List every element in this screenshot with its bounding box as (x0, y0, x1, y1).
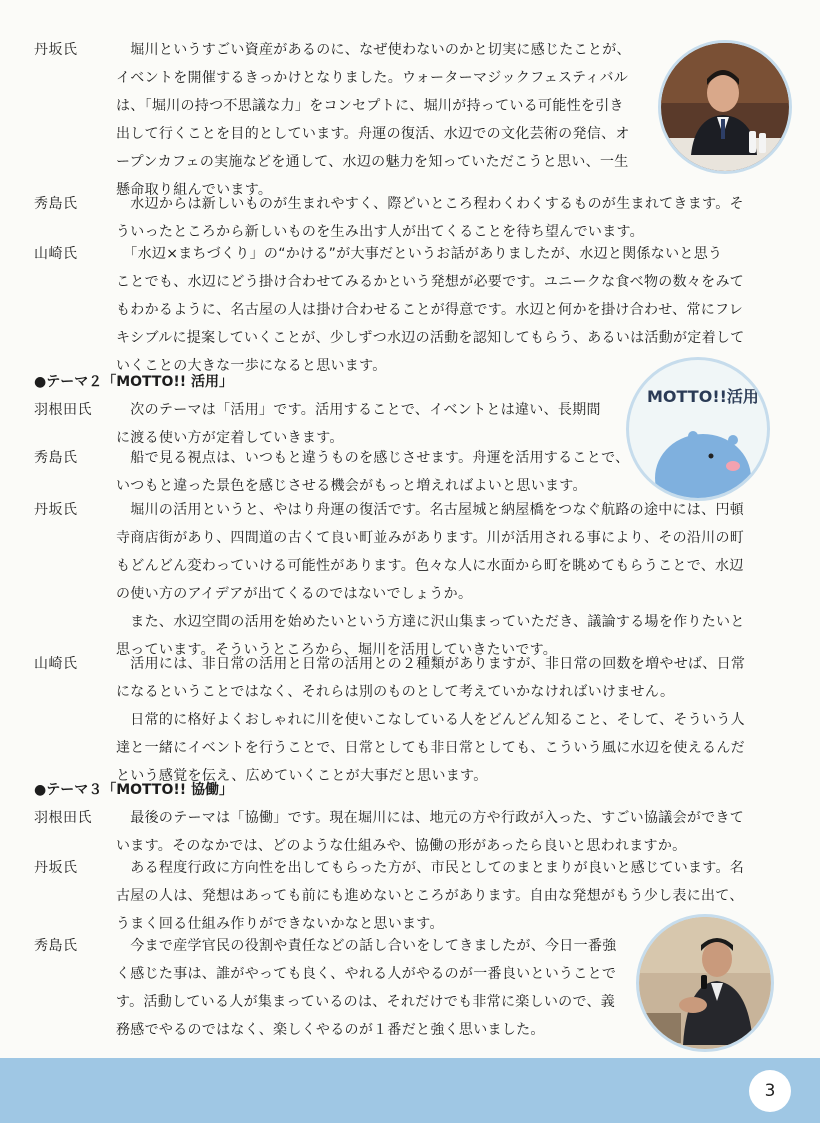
text-line: 堀川というすごい資産があるのに、なぜ使わないのかと切実に感じたことが、 (116, 42, 631, 58)
text-line: 最後のテーマは「協働」です。現在堀川には、地元の方や行政が入った、すごい協議会ができて (116, 810, 745, 826)
speaker-name: 羽根田氏 (34, 402, 92, 418)
text-line: 出して行くことを目的としています。舟運の復活、水辺での文化芸術の発信、オ (116, 126, 630, 142)
footer-band (0, 1058, 820, 1123)
text-line: 務感でやるのではなく、楽しくやるのが１番だと強く思いました。 (116, 1022, 545, 1038)
text-line: く感じた事は、誰がやっても良く、やれる人がやるのが一番良いということで (116, 966, 617, 982)
text-line: 活用には、非日常の活用と日常の活用との２種類がありますが、非日常の回数を増やせば、日常 (116, 656, 746, 672)
paragraph (116, 496, 745, 664)
speaker-name: 秀島氏 (34, 450, 78, 466)
text-line: ういったところから新しいものを生み出す人が出てくることを待ち望んでいます。 (116, 224, 644, 240)
paragraph (116, 36, 631, 204)
text-line: もわかるように、名古屋の人は掛け合わせることが得意です。水辺と何かを掛け合わせ、常にフレ (116, 302, 744, 318)
slide-photo-motto-katsuyo (626, 357, 770, 501)
text-line: の使い方のアイデアが出てくるのではないでしょうか。 (116, 586, 473, 602)
text-line: 日常的に格好よくおしゃれに川を使いこなしている人をどんどん知ること、そして、そういう人 (116, 712, 745, 728)
mascot-illustration (629, 360, 767, 498)
text-line: います。そのなかでは、どのような仕組みや、協働の形があったら良いと思われますか。 (116, 838, 687, 854)
text-line: になるということではなく、それらは別のものとして考えていかなければいけません。 (116, 684, 675, 700)
text-line: 次のテーマは「活用」です。活用することで、イベントとは違い、長期間 (116, 402, 601, 418)
page-number: 3 (749, 1070, 791, 1112)
text-line: 古屋の人は、発想はあっても前にも進めないところがあります。自由な発想がもう少し表に出て、 (116, 888, 744, 904)
text-line: 「水辺×まちづくり」の“かける”が大事だというお話がありましたが、水辺と関係ないと思う (116, 246, 723, 262)
speaker-name: 丹坂氏 (34, 860, 78, 876)
text-line: いつもと違った景色を感じさせる機会がもっと増えればよいと思います。 (116, 478, 587, 494)
text-line: ープンカフェの実施などを通して、水辺の魅力を知っていただこうと思い、一生 (116, 154, 629, 170)
speaker-photo-tansaka (658, 40, 792, 174)
text-line: は、「堀川の持つ不思議な力」をコンセプトに、堀川が持っている可能性を引き (116, 98, 624, 114)
speaker-photo-illustration (661, 43, 789, 171)
text-line: イベントを開催するきっかけとなりました。ウォーターマジックフェスティバル (116, 70, 629, 86)
text-line: キシブルに提案していくことが、少しずつ水辺の活動を認知してもらう、あるいは活動が定着して (116, 330, 745, 346)
speaker-photo-hideshima (636, 914, 774, 1052)
text-line: 懸命取り組んでいます。 (116, 182, 273, 198)
text-line: 今まで産学官民の役割や責任などの話し合いをしてきましたが、今日一番強 (116, 938, 617, 954)
text-line: いくことの大きな一歩になると思います。 (116, 358, 387, 374)
text-line: 達と一緒にイベントを行うことで、日常としても非日常としても、こういう風に水辺を使えるんだ (116, 740, 745, 756)
paragraph (116, 650, 745, 790)
paragraph (116, 932, 617, 1044)
speaker-name: 山崎氏 (34, 656, 78, 672)
speaker-name: 秀島氏 (34, 938, 78, 954)
paragraph (116, 804, 744, 860)
text-line: 船で見る視点は、いつもと違うものを感じさせます。舟運を活用することで、 (116, 450, 630, 466)
section-heading-theme-3: ●テーマ３「MOTTO!! 協働」 (34, 782, 234, 798)
text-line: もどんどん変わっていける可能性があります。色々な人に水面から町を眺めてもらうことで、水辺 (116, 558, 744, 574)
text-line: ある程度行政に方向性を出してもらった方が、市民としてのまとまりが良いと感じています。名 (116, 860, 745, 876)
paragraph (116, 854, 744, 938)
speaker-name: 秀島氏 (34, 196, 78, 212)
text-line: という感覚を伝え、広めていくことが大事だと思います。 (116, 768, 488, 784)
text-line: 寺商店街があり、四間道の古くて良い町並みがあります。川が活用される事により、その沿川の町 (116, 530, 745, 546)
text-line: また、水辺空間の活用を始めたいという方達に沢山集まっていただき、議論する場を作りたいと (116, 614, 745, 630)
paragraph (116, 444, 629, 500)
paragraph (116, 240, 745, 380)
text-line: 堀川の活用というと、やはり舟運の復活です。名古屋城と納屋橋をつなぐ航路の途中には、円頓 (116, 502, 745, 518)
text-line: す。活動している人が集まっているのは、それだけでも非常に楽しいので、義 (116, 994, 616, 1010)
speaker-name: 山崎氏 (34, 246, 78, 262)
text-line: 水辺からは新しいものが生まれやすく、際どいところ程わくわくするものが生まれてきます。そ (116, 196, 744, 212)
speaker-name: 丹坂氏 (34, 42, 78, 58)
text-line: ことでも、水辺にどう掛け合わせてみるかという発想が必要です。ユニークな食べ物の数々をみて (116, 274, 745, 290)
text-line: に渡る使い方が定着していきます。 (116, 430, 344, 446)
speaker-photo-illustration (639, 917, 771, 1049)
section-heading-theme-2: ●テーマ２「MOTTO!! 活用」 (34, 374, 234, 390)
speaker-name: 丹坂氏 (34, 502, 78, 518)
text-line: 思っています。そういうところから、堀川を活用していきたいです。 (116, 642, 558, 658)
slide-title: MOTTO!!活用 (647, 387, 759, 406)
paragraph (116, 190, 744, 246)
speaker-name: 羽根田氏 (34, 810, 92, 826)
text-line: うまく回る仕組み作りができないかなと思います。 (116, 916, 444, 932)
